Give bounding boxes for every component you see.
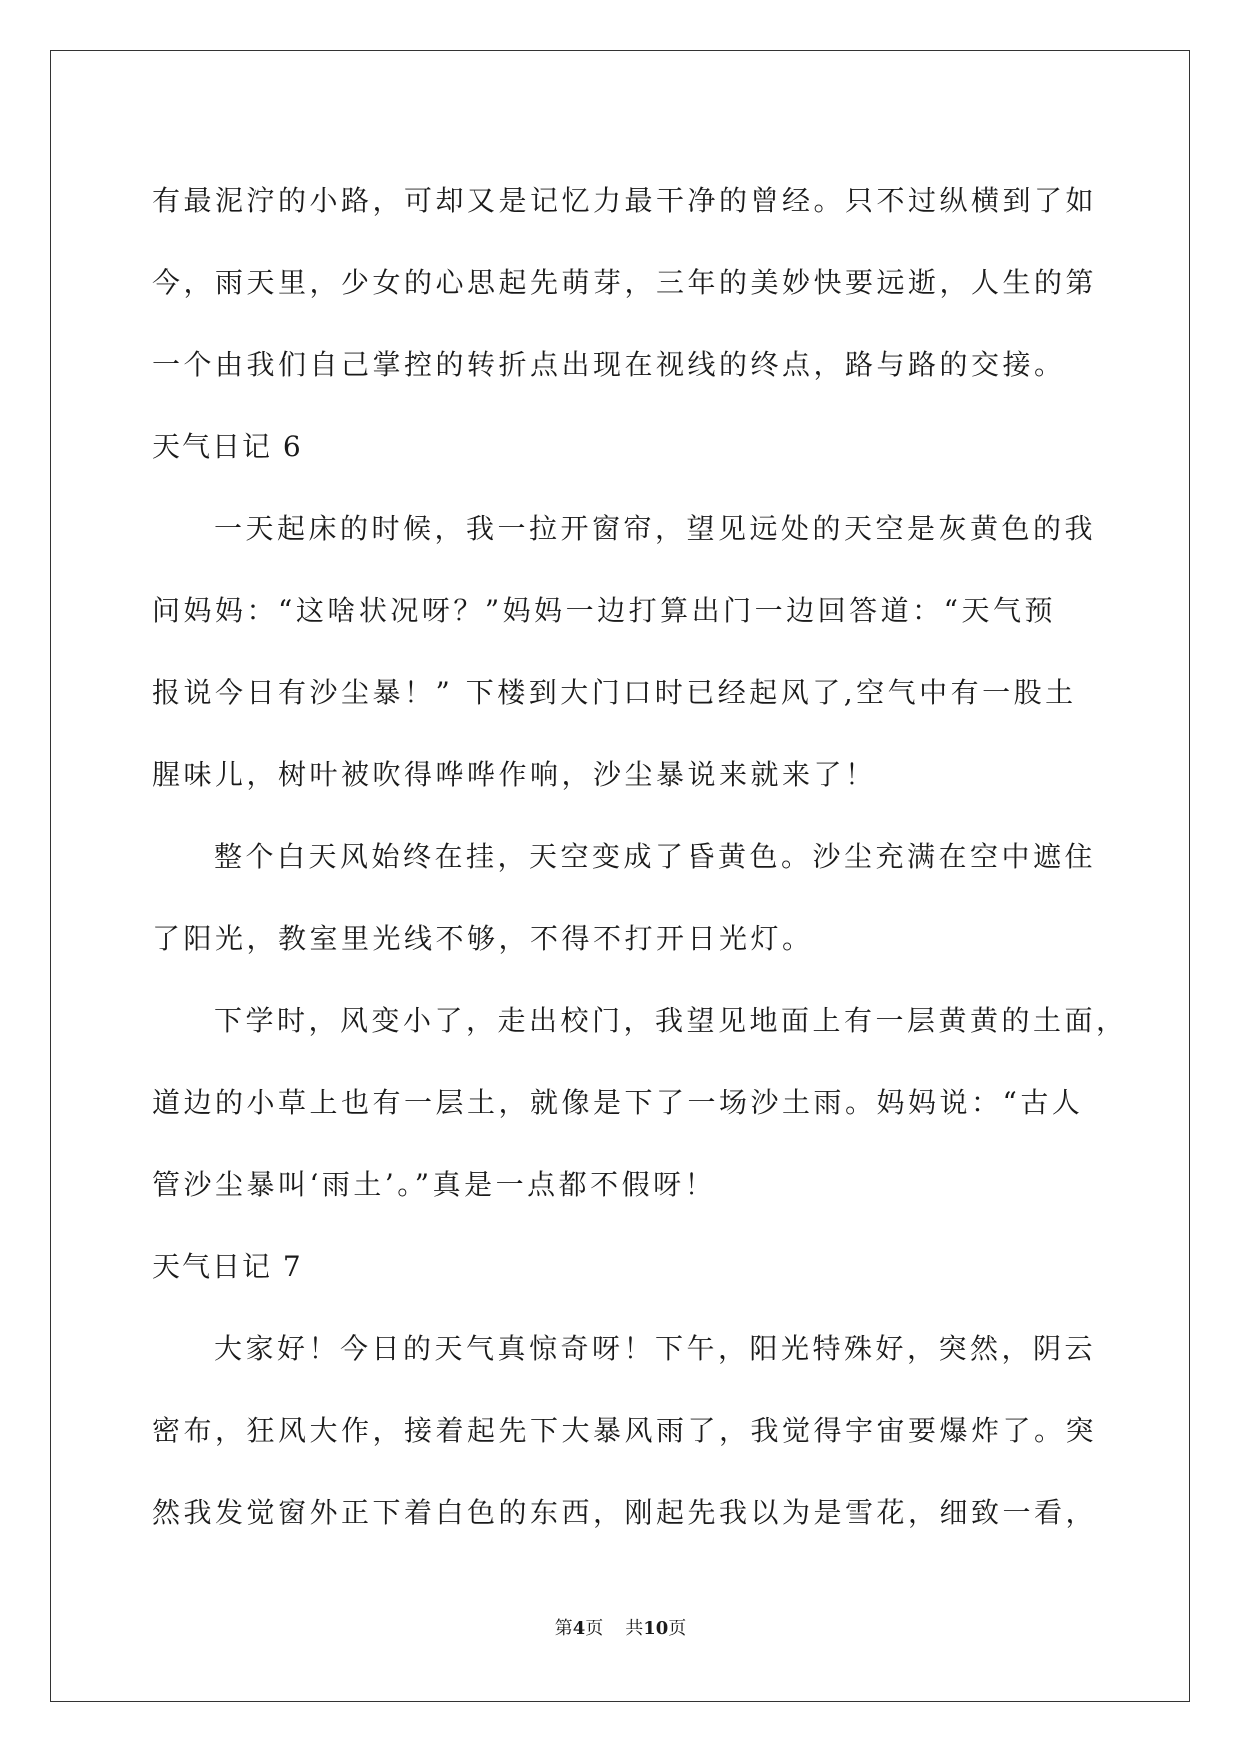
text-line: 问妈妈：“这啥状况呀？”妈妈一边打算出门一边回答道：“天气预	[152, 594, 1056, 627]
text-line: 腥味儿，树叶被吹得哗哗作响，沙尘暴说来就来了！	[152, 758, 877, 791]
total-page-number: 10	[643, 1618, 669, 1639]
text-line: 报说今日有沙尘暴！” 下楼到大门口时已经起风了,空气中有一股土	[152, 676, 1077, 709]
text-line: 道边的小草上也有一层土，就像是下了一场沙土雨。妈妈说：“古人	[152, 1086, 1084, 1119]
text-line: 然我发觉窗外正下着白色的东西，刚起先我以为是雪花，细致一看，	[152, 1496, 1098, 1529]
text-line: 今，雨天里，少女的心思起先萌芽，三年的美妙快要远逝，人生的第	[152, 266, 1098, 299]
paragraph-start: 一天起床的时候，我一拉开窗帘，望见远处的天空是灰黄色的我	[214, 512, 1097, 545]
footer-total-suffix: 页	[668, 1618, 687, 1639]
footer-page-suffix: 页	[585, 1618, 604, 1639]
document-body	[152, 160, 1128, 1554]
section-heading: 天气日记 7	[152, 1250, 303, 1283]
text-line: 一个由我们自己掌控的转折点出现在视线的终点，路与路的交接。	[152, 348, 1066, 381]
paragraph-start: 大家好！今日的天气真惊奇呀！下午，阳光特殊好，突然，阴云	[214, 1332, 1097, 1365]
paragraph-start: 下学时，风变小了，走出校门，我望见地面上有一层黄黄的土面，	[214, 1004, 1128, 1037]
text-line: 有最泥泞的小路，可却又是记忆力最干净的曾经。只不过纵横到了如	[152, 184, 1098, 217]
current-page-number: 4	[572, 1618, 586, 1639]
footer-total-prefix: 共	[625, 1618, 644, 1639]
text-line: 密布，狂风大作，接着起先下大暴风雨了，我觉得宇宙要爆炸了。突	[152, 1414, 1098, 1447]
section-heading: 天气日记 6	[152, 430, 303, 463]
paragraph-start: 整个白天风始终在挂，天空变成了昏黄色。沙尘充满在空中遮住	[214, 840, 1097, 873]
footer-prefix: 第	[554, 1618, 573, 1639]
page-footer	[0, 1614, 1241, 1640]
text-line: 管沙尘暴叫‘雨土’。”真是一点都不假呀！	[152, 1168, 717, 1201]
text-line: 了阳光，教室里光线不够，不得不打开日光灯。	[152, 922, 814, 955]
